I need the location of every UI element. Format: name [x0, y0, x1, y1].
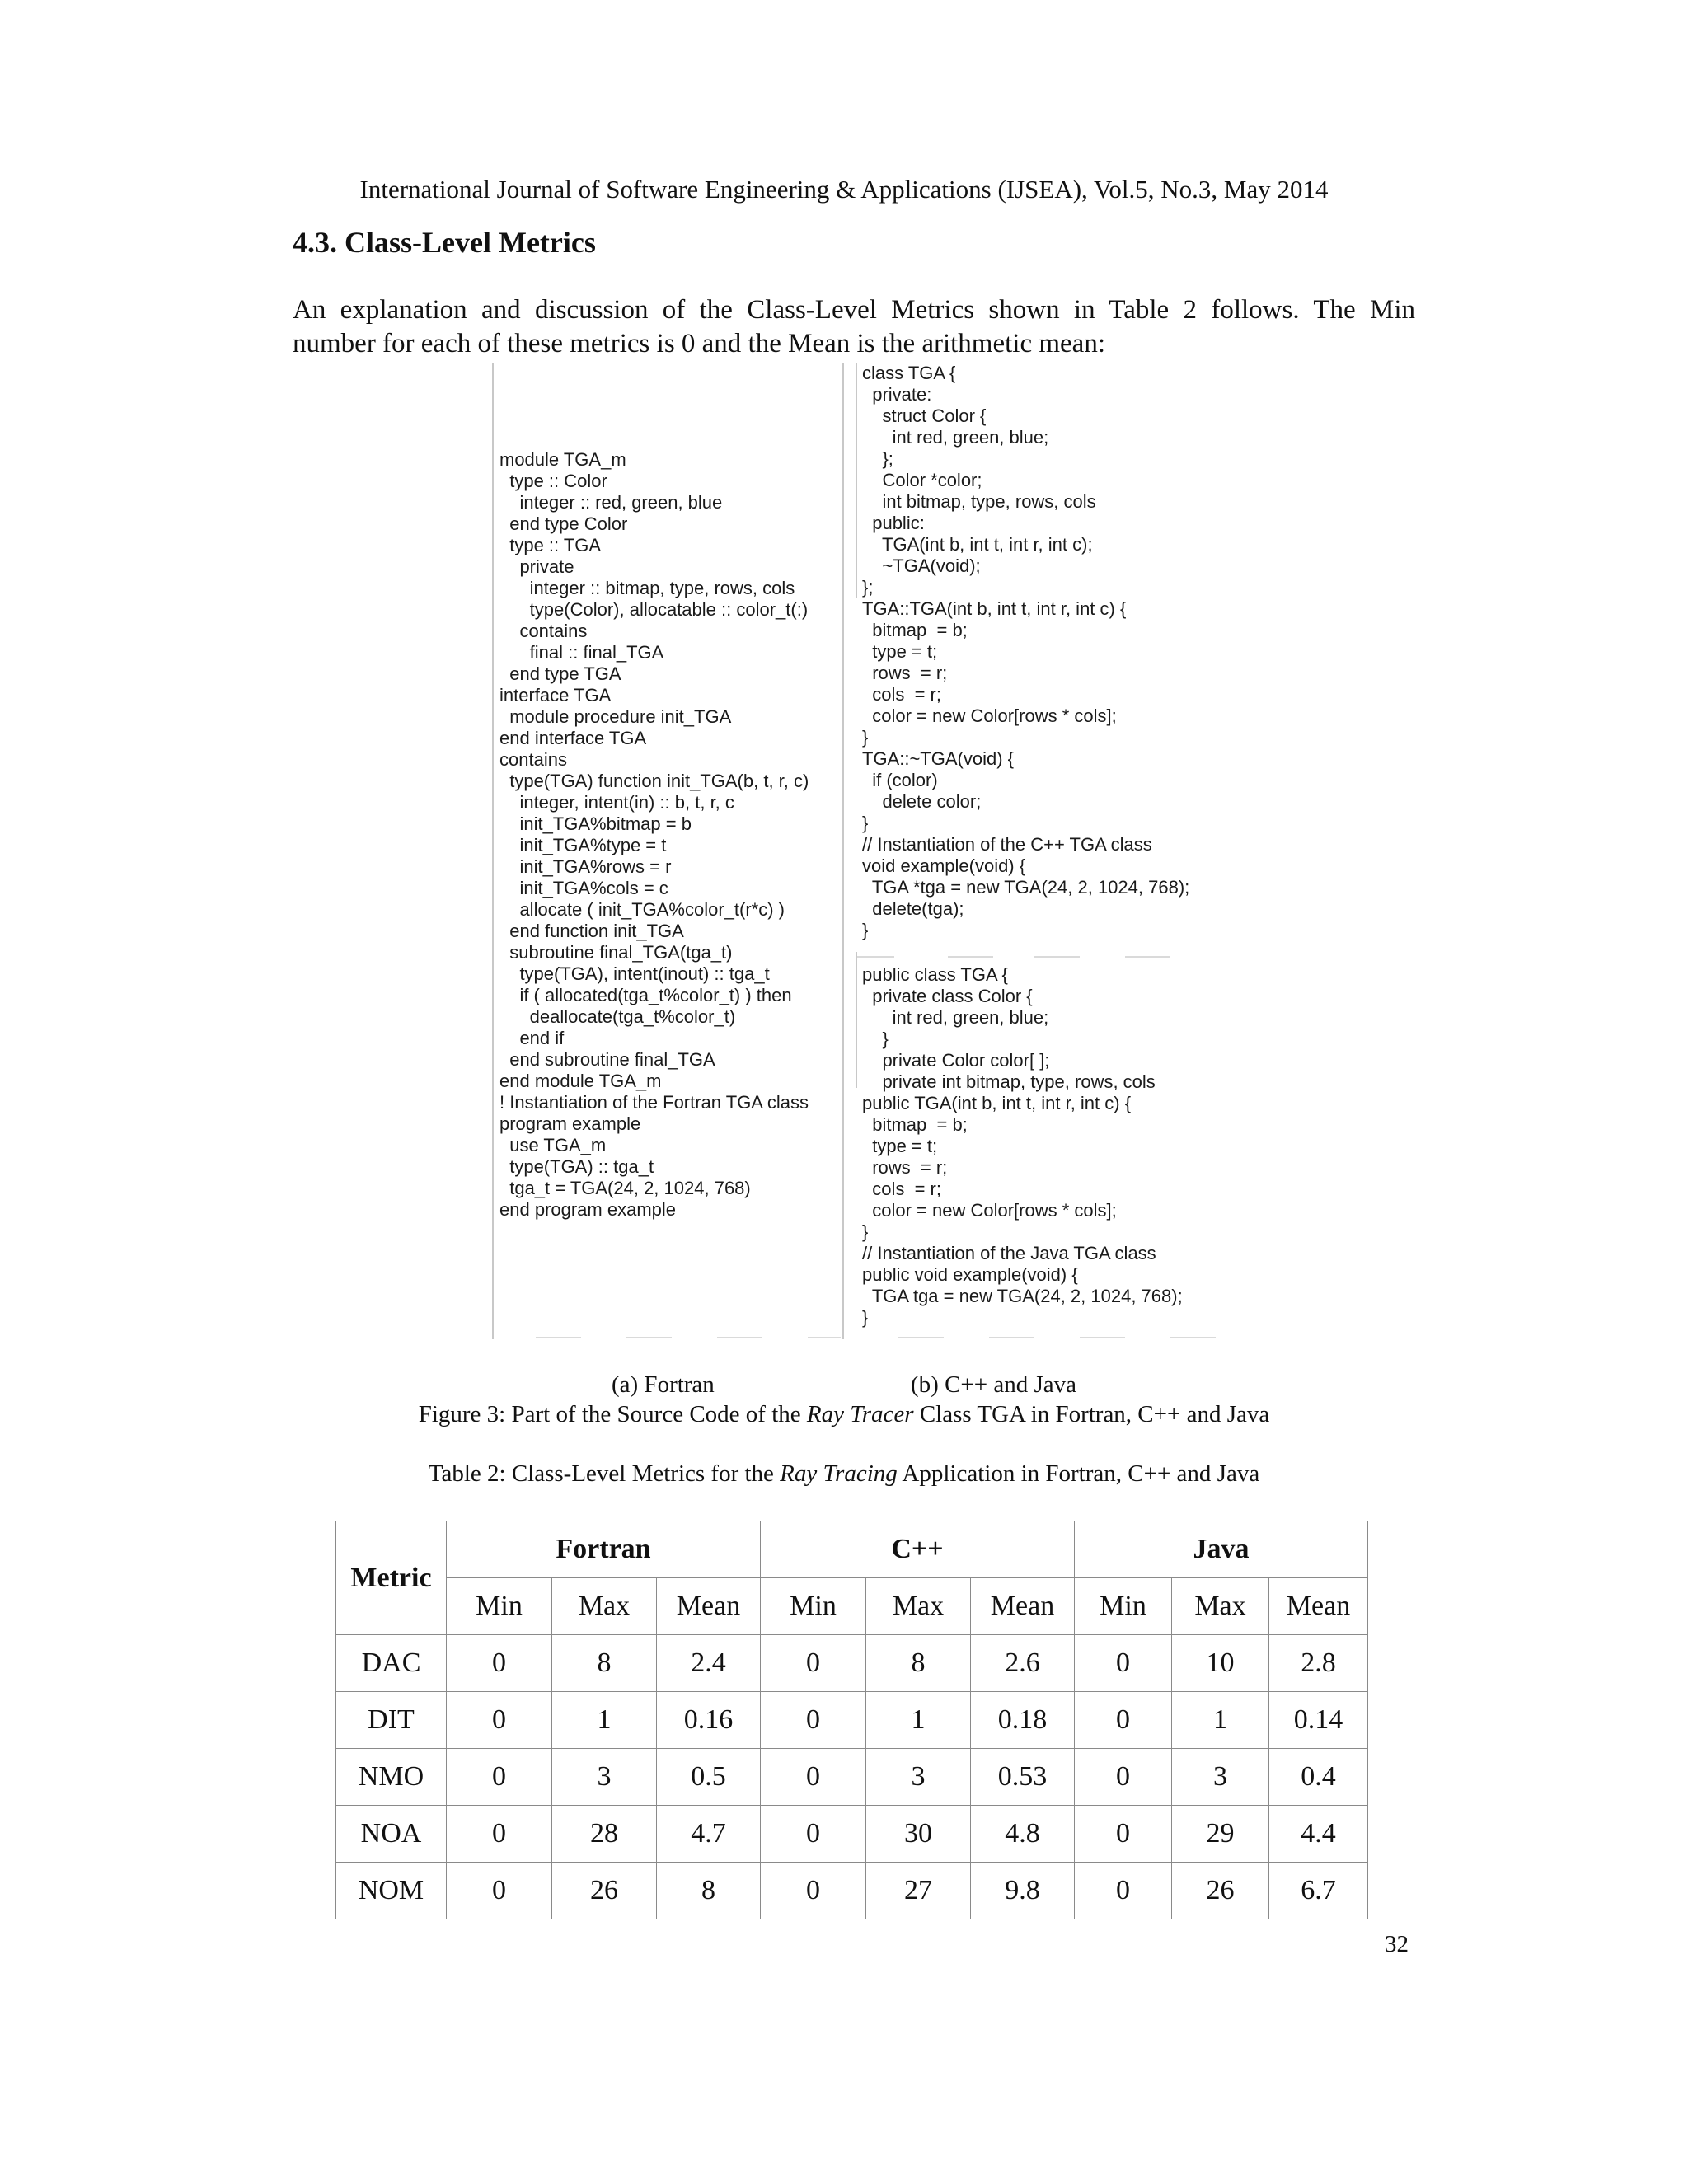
code-line: module TGA_m — [499, 449, 626, 470]
value-cell: 29 — [1172, 1806, 1269, 1863]
group-header-fortran: Fortran — [447, 1521, 761, 1578]
table-caption-italic: Ray Tracing — [780, 1460, 898, 1487]
separator-dash — [898, 1337, 944, 1338]
value-cell: 0 — [447, 1692, 552, 1749]
code-line: interface TGA — [499, 685, 612, 705]
code-line: cols = r; — [862, 1179, 941, 1199]
value-cell: 8 — [657, 1863, 761, 1919]
code-line: delete color; — [862, 791, 982, 812]
code-line: module procedure init_TGA — [499, 706, 732, 727]
intro-paragraph — [293, 293, 1415, 361]
code-line: type(TGA), intent(inout) :: tga_t — [499, 963, 770, 984]
metric-name-cell: DIT — [336, 1692, 447, 1749]
table-row — [336, 1635, 1368, 1692]
code-line: TGA *tga = new TGA(24, 2, 1024, 768); — [862, 877, 1190, 898]
value-cell: 0 — [1075, 1806, 1172, 1863]
value-cell: 0 — [447, 1806, 552, 1863]
code-line: type(Color), allocatable :: color_t(:) — [499, 599, 809, 620]
code-line: // Instantiation of the C++ TGA class — [862, 834, 1152, 855]
separator-dash — [1080, 1337, 1125, 1338]
code-line: private int bitmap, type, rows, cols — [862, 1071, 1156, 1092]
code-line: use TGA_m — [499, 1135, 607, 1155]
code-line: bitmap = b; — [862, 1114, 968, 1135]
code-line: integer :: red, green, blue — [499, 492, 723, 513]
code-line: TGA::~TGA(void) { — [862, 748, 1014, 769]
intro-line-1: An explanation and discussion of the Class-Level Metrics shown in Table 2 follows. The Min — [293, 295, 1415, 325]
page-number: 32 — [1385, 1931, 1409, 1957]
fortran-code-panel — [499, 449, 809, 1221]
table-row — [336, 1749, 1368, 1806]
value-cell: 0 — [761, 1806, 866, 1863]
value-cell: 0 — [1075, 1635, 1172, 1692]
value-cell: 0 — [447, 1749, 552, 1806]
code-line: public class TGA { — [862, 964, 1008, 985]
intro-line-2: number for each of these metrics is 0 and the Mean is the arithmetic mean: — [293, 329, 1105, 359]
metric-name-cell: DAC — [336, 1635, 447, 1692]
value-cell: 1 — [552, 1692, 657, 1749]
fortran-panel-border — [492, 363, 494, 1339]
code-line: private Color color[ ]; — [862, 1050, 1050, 1071]
code-line: type = t; — [862, 1136, 938, 1156]
value-cell: 0 — [447, 1863, 552, 1919]
subcaption-a: (a) Fortran — [612, 1371, 715, 1398]
subheader-fortran-mean: Mean — [657, 1578, 761, 1635]
group-header-java: Java — [1075, 1521, 1368, 1578]
code-line: allocate ( init_TGA%color_t(r*c) ) — [499, 899, 785, 920]
code-line: deallocate(tga_t%color_t) — [499, 1006, 736, 1027]
value-cell: 0.53 — [971, 1749, 1075, 1806]
code-line: private — [499, 556, 574, 577]
table-caption-suffix: Application in Fortran, C++ and Java — [897, 1460, 1260, 1487]
separator-dash — [1034, 956, 1080, 958]
metric-name-cell: NOA — [336, 1806, 447, 1863]
subheader-java-mean: Mean — [1269, 1578, 1368, 1635]
code-line: end function init_TGA — [499, 921, 684, 941]
separator-dash — [536, 1337, 581, 1338]
value-cell: 0.4 — [1269, 1749, 1368, 1806]
code-line: struct Color { — [862, 405, 987, 426]
value-cell: 4.4 — [1269, 1806, 1368, 1863]
metrics-table — [335, 1521, 1368, 1919]
value-cell: 26 — [1172, 1863, 1269, 1919]
value-cell: 0 — [1075, 1863, 1172, 1919]
code-line: private class Color { — [862, 986, 1033, 1006]
subheader-java-min: Min — [1075, 1578, 1172, 1635]
code-line: end type Color — [499, 513, 628, 534]
code-line: TGA::TGA(int b, int t, int r, int c) { — [862, 598, 1127, 619]
value-cell: 2.4 — [657, 1635, 761, 1692]
code-line: end subroutine final_TGA — [499, 1049, 715, 1070]
code-line: ~TGA(void); — [862, 555, 981, 576]
value-cell: 0 — [1075, 1749, 1172, 1806]
section-title: 4.3. Class-Level Metrics — [293, 226, 596, 259]
code-line: bitmap = b; — [862, 620, 968, 640]
code-line: }; — [862, 448, 893, 469]
table-row — [336, 1863, 1368, 1919]
code-line: init_TGA%rows = r — [499, 856, 672, 877]
code-line: end module TGA_m — [499, 1071, 662, 1091]
code-line: integer :: bitmap, type, rows, cols — [499, 578, 795, 598]
subheader-java-max: Max — [1172, 1578, 1269, 1635]
code-line: ! Instantiation of the Fortran TGA class — [499, 1092, 809, 1113]
table-caption-prefix: Table 2: Class-Level Metrics for the — [428, 1460, 781, 1487]
metric-name-cell: NMO — [336, 1749, 447, 1806]
code-line: void example(void) { — [862, 855, 1026, 876]
code-line: int bitmap, type, rows, cols — [862, 491, 1096, 512]
code-line: } — [862, 1221, 869, 1242]
code-line: color = new Color[rows * cols]; — [862, 705, 1117, 726]
code-line: tga_t = TGA(24, 2, 1024, 768) — [499, 1178, 751, 1198]
java-code-panel — [862, 964, 1183, 1329]
code-line: private: — [862, 384, 932, 405]
subheader-cpp-max: Max — [866, 1578, 971, 1635]
table-caption — [0, 1460, 1688, 1488]
code-line: end interface TGA — [499, 728, 647, 748]
value-cell: 4.8 — [971, 1806, 1075, 1863]
code-line: cols = r; — [862, 684, 941, 705]
code-line: } — [862, 920, 869, 940]
value-cell: 4.7 — [657, 1806, 761, 1863]
separator-dash — [857, 956, 894, 958]
value-cell: 1 — [1172, 1692, 1269, 1749]
subheader-fortran-min: Min — [447, 1578, 552, 1635]
code-line: integer, intent(in) :: b, t, r, c — [499, 792, 734, 813]
code-line: final :: final_TGA — [499, 642, 664, 663]
code-line: } — [862, 727, 869, 748]
figure-caption-suffix: Class TGA in Fortran, C++ and Java — [913, 1401, 1270, 1427]
code-line: type(TGA) :: tga_t — [499, 1156, 654, 1177]
code-line: TGA(int b, int t, int r, int c); — [862, 534, 1093, 555]
code-line: type = t; — [862, 641, 938, 662]
code-line: public void example(void) { — [862, 1264, 1078, 1285]
code-line: init_TGA%cols = c — [499, 878, 668, 898]
figure-caption-prefix: Figure 3: Part of the Source Code of the — [418, 1401, 807, 1427]
code-line: int red, green, blue; — [862, 1007, 1049, 1028]
value-cell: 0 — [761, 1692, 866, 1749]
value-cell: 0.18 — [971, 1692, 1075, 1749]
value-cell: 0.5 — [657, 1749, 761, 1806]
value-cell: 30 — [866, 1806, 971, 1863]
code-line: type :: Color — [499, 471, 607, 491]
subheader-cpp-mean: Mean — [971, 1578, 1075, 1635]
code-line: rows = r; — [862, 1157, 948, 1178]
table-row — [336, 1806, 1368, 1863]
subheader-fortran-max: Max — [552, 1578, 657, 1635]
code-line: // Instantiation of the Java TGA class — [862, 1243, 1156, 1263]
value-cell: 3 — [552, 1749, 657, 1806]
metric-name-cell: NOM — [336, 1863, 447, 1919]
code-line: rows = r; — [862, 663, 948, 683]
code-line: public: — [862, 513, 925, 533]
code-line: init_TGA%type = t — [499, 835, 667, 855]
separator-dash — [1170, 1337, 1216, 1338]
code-line: } — [862, 813, 869, 833]
code-line: contains — [499, 749, 567, 770]
table-row — [336, 1692, 1368, 1749]
code-line: contains — [499, 621, 588, 641]
code-line: delete(tga); — [862, 898, 964, 919]
value-cell: 0 — [1075, 1692, 1172, 1749]
separator-dash — [989, 1337, 1034, 1338]
value-cell: 9.8 — [971, 1863, 1075, 1919]
separator-dash — [808, 1337, 841, 1338]
journal-header: International Journal of Software Engineering & Applications (IJSEA), Vol.5, No.3, May 2014 — [359, 175, 1329, 204]
metrics-table-body — [336, 1635, 1368, 1919]
value-cell: 28 — [552, 1806, 657, 1863]
panel-divider — [842, 363, 844, 1339]
value-cell: 26 — [552, 1863, 657, 1919]
code-line: if ( allocated(tga_t%color_t) ) then — [499, 985, 792, 1005]
code-line: } — [862, 1029, 889, 1049]
value-cell: 6.7 — [1269, 1863, 1368, 1919]
code-line: } — [862, 1307, 869, 1328]
java-panel-border — [856, 952, 857, 1088]
value-cell: 2.8 — [1269, 1635, 1368, 1692]
value-cell: 3 — [866, 1749, 971, 1806]
code-line: end program example — [499, 1199, 677, 1220]
separator-dash — [948, 956, 993, 958]
separator-dash — [1125, 956, 1170, 958]
value-cell: 0 — [761, 1749, 866, 1806]
value-cell: 2.6 — [971, 1635, 1075, 1692]
value-cell: 0 — [761, 1863, 866, 1919]
code-line: TGA tga = new TGA(24, 2, 1024, 768); — [862, 1286, 1183, 1306]
code-line: end if — [499, 1028, 565, 1048]
figure-caption — [0, 1401, 1688, 1428]
code-line: color = new Color[rows * cols]; — [862, 1200, 1117, 1221]
cpp-code-panel — [862, 363, 1189, 941]
value-cell: 0 — [761, 1635, 866, 1692]
subheader-cpp-min: Min — [761, 1578, 866, 1635]
group-header-cpp: C++ — [761, 1521, 1075, 1578]
code-line: type(TGA) function init_TGA(b, t, r, c) — [499, 771, 809, 791]
cpp-panel-border — [856, 363, 857, 598]
code-line: if (color) — [862, 770, 938, 790]
code-line: Color *color; — [862, 470, 982, 490]
value-cell: 1 — [866, 1692, 971, 1749]
code-line: program example — [499, 1113, 641, 1134]
code-line: int red, green, blue; — [862, 427, 1049, 448]
code-line: subroutine final_TGA(tga_t) — [499, 942, 733, 963]
code-line: }; — [862, 577, 874, 598]
subcaption-b: (b) C++ and Java — [911, 1371, 1077, 1398]
metric-column-header: Metric — [336, 1521, 447, 1635]
code-line: public TGA(int b, int t, int r, int c) { — [862, 1093, 1132, 1113]
value-cell: 3 — [1172, 1749, 1269, 1806]
value-cell: 0 — [447, 1635, 552, 1692]
value-cell: 8 — [866, 1635, 971, 1692]
figure-caption-italic: Ray Tracer — [806, 1401, 914, 1427]
value-cell: 27 — [866, 1863, 971, 1919]
code-line: class TGA { — [862, 363, 956, 383]
separator-dash — [717, 1337, 762, 1338]
value-cell: 8 — [552, 1635, 657, 1692]
value-cell: 0.16 — [657, 1692, 761, 1749]
value-cell: 0.14 — [1269, 1692, 1368, 1749]
code-line: type :: TGA — [499, 535, 602, 555]
separator-dash — [626, 1337, 672, 1338]
value-cell: 10 — [1172, 1635, 1269, 1692]
code-line: end type TGA — [499, 663, 621, 684]
code-line: init_TGA%bitmap = b — [499, 813, 692, 834]
